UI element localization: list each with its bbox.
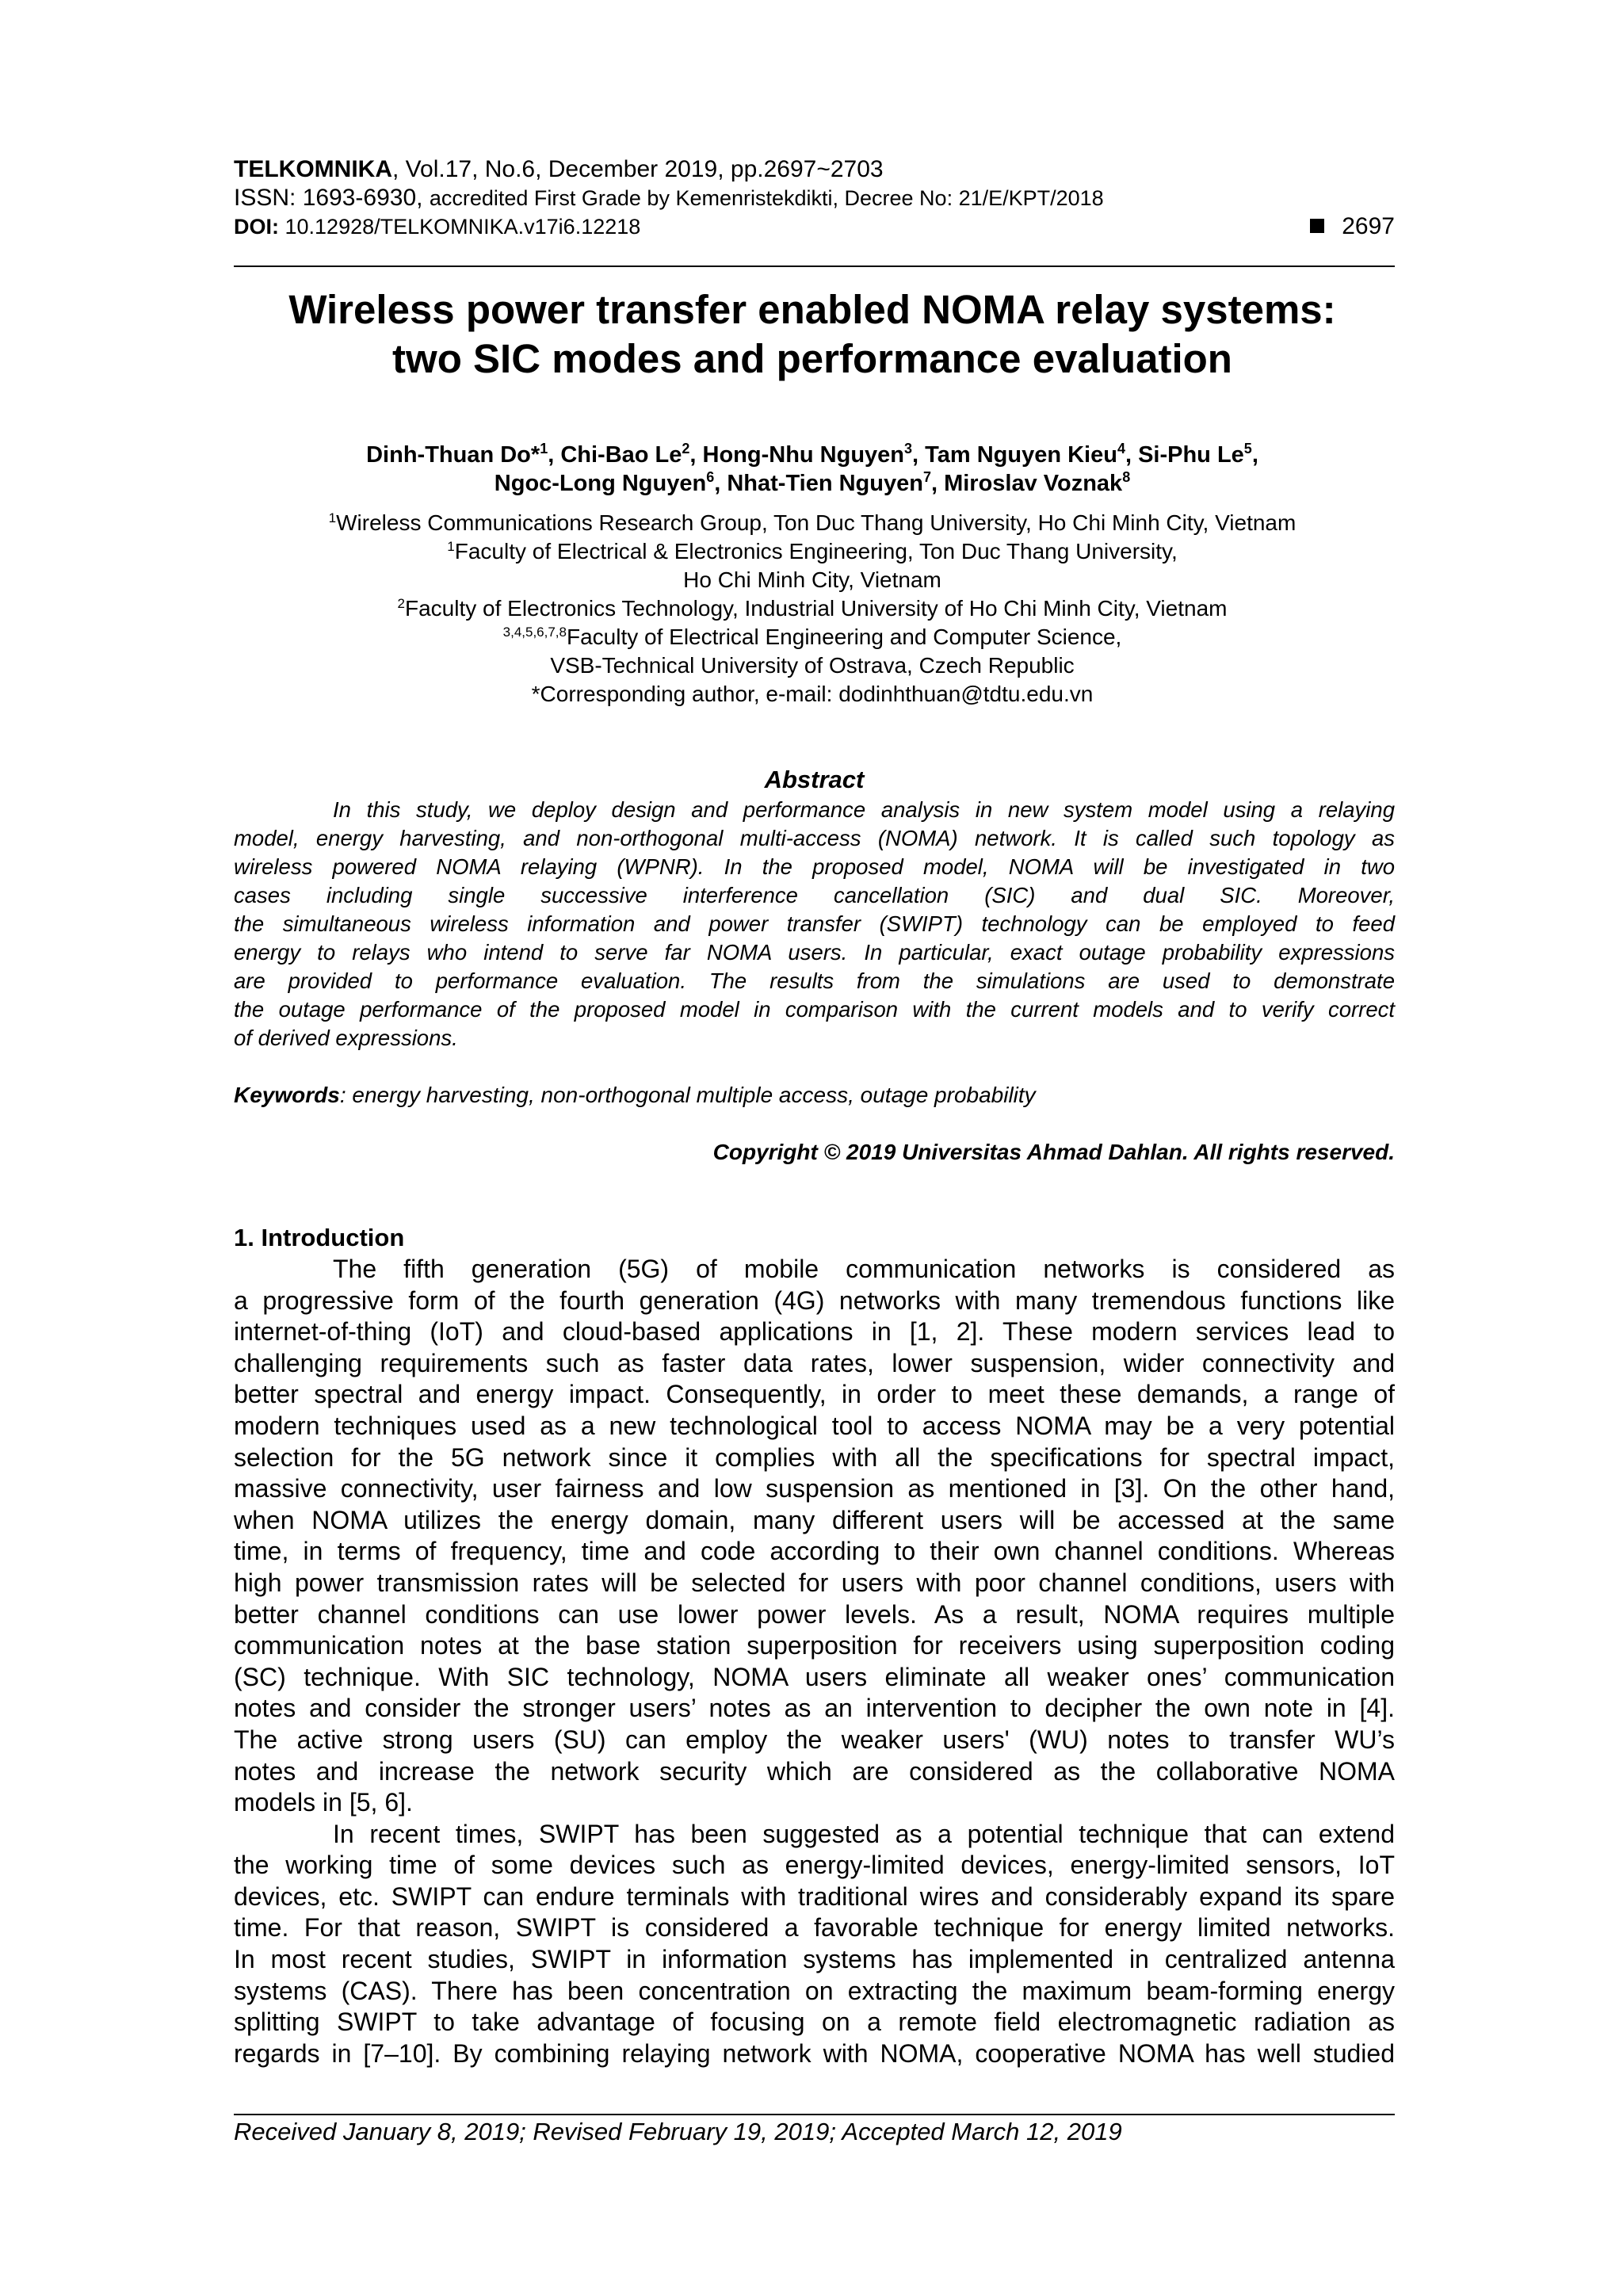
affiliations: [182, 509, 1442, 709]
body-line: The fifth generation (5G) of mobile communication networks is considered as: [333, 1255, 1395, 1283]
body-line: devices, etc. SWIPT can endure terminals with traditional wires and considerably expand its spare: [234, 1881, 1395, 1911]
introduction-body: [234, 1254, 1395, 2069]
body-line: In recent times, SWIPT has been suggested as a potential technique that can extend: [333, 1819, 1395, 1848]
copyright-notice: Copyright © 2019 Universitas Ahmad Dahlan. All rights reserved.: [712, 1140, 1395, 1164]
body-line: time, in terms of frequency, time and code according to their own channel conditions. Whereas: [234, 1537, 1395, 1566]
footer-divider: [234, 2114, 1395, 2115]
body-line: better spectral and energy impact. Consequently, in order to meet these demands, a range of: [234, 1380, 1395, 1409]
abstract-line: energy to relays who intend to serve far NOMA users. In particular, exact outage probability expressions: [234, 940, 1395, 965]
author-list: Dinh-Thuan Do*$^1$, Chi-Bao Le$^2$, Hong-Nhu Nguyen$^3$, Tam Nguyen Kieu$^4$, Si-Phu Le$^5$, Ngoc-Long Nguyen$^6$, Nhat-Tien Nguyen$^7$, Miroslav Voznak$^8$: [366, 441, 1258, 496]
body-line: systems (CAS). There has been concentration on extracting the maximum beam-forming energy: [234, 1976, 1395, 2005]
abstract-heading: Abstract: [764, 766, 865, 793]
doi-value[interactable]: 10.12928/TELKOMNIKA.v17i6.12218: [285, 215, 641, 239]
body-line: modern techniques used as a new technological tool to access NOMA may be a very potential: [234, 1411, 1395, 1440]
journal-name: TELKOMNIKA: [234, 156, 392, 182]
accreditation-text: accredited First Grade by Kemenristekdikti, Decree No: 21/E/KPT/2018: [429, 186, 1104, 210]
body-line: notes and consider the stronger users’ notes as an intervention to decipher the own note in [4].: [234, 1694, 1395, 1723]
body-line: (SC) technique. With SIC technology, NOMA users eliminate all weaker ones’ communication: [234, 1662, 1395, 1691]
journal-header: [234, 155, 1395, 241]
body-line: selection for the 5G network since it complies with all the specifications for spectral impact,: [234, 1442, 1395, 1472]
body-line: time. For that reason, SWIPT is considered a favorable technique for energy limited networks.: [234, 1913, 1395, 1943]
abstract-line: are provided to performance evaluation. The results from the simulations are used to demonstrate: [234, 968, 1395, 993]
affiliation-line: $^2$Faculty of Electronics Technology, Industrial University of Ho Chi Minh City, Vietnam: [397, 596, 1228, 621]
issn-label: ISSN: 1693-6930,: [234, 185, 430, 211]
keywords-label: Keywords: [234, 1083, 340, 1107]
journal-citation-line: [234, 155, 1395, 184]
body-line: challenging requirements such as faster data rates, lower suspension, wider connectivity and: [234, 1348, 1395, 1377]
affiliation-line: $^{3,4,5,6,7,8}$Faculty of Electrical Engineering and Computer Science,: [502, 625, 1122, 649]
body-line: regards in [7–10]. By combining relaying network with NOMA, cooperative NOMA has well studied: [234, 2038, 1395, 2068]
body-line: better channel conditions can use lower power levels. As a result, NOMA requires multiple: [234, 1599, 1395, 1629]
corresponding-author: *Corresponding author, e-mail: dodinhthuan@tdtu.edu.vn: [531, 682, 1094, 706]
body-line: The active strong users (SU) can employ the weaker users' (WU) notes to transfer WU’s: [234, 1725, 1395, 1754]
body-line: high power transmission rates will be selected for users with poor channel conditions, users with: [234, 1568, 1395, 1597]
body-line: when NOMA utilizes the energy domain, many different users will be accessed at the same: [234, 1505, 1395, 1534]
body-line: splitting SWIPT to take advantage of focusing on a remote field electromagnetic radiation as: [234, 2008, 1395, 2037]
doi-line: [234, 212, 1395, 241]
received-dates: Received January 8, 2019; Revised February 19, 2019; Accepted March 12, 2019: [234, 2118, 1122, 2145]
abstract-line: of derived expressions.: [234, 1026, 458, 1050]
abstract-line: cases including single successive interference cancellation (SIC) and dual SIC. Moreover,: [234, 883, 1395, 907]
keywords-text: : energy harvesting, non-orthogonal multiple access, outage probability: [339, 1083, 1036, 1107]
abstract-line: the outage performance of the proposed model in comparison with the current models and to verify correct: [234, 997, 1395, 1022]
body-line: notes and increase the network security which are considered as the collaborative NOMA: [234, 1756, 1395, 1786]
affiliation-line: $^1$Faculty of Electrical & Electronics Engineering, Ton Duc Thang University,: [447, 539, 1178, 563]
body-line: massive connectivity, user fairness and low suspension as mentioned in [3]. On the other hand,: [234, 1474, 1395, 1503]
page-number: 2697: [1310, 212, 1395, 241]
body-line: communication notes at the base station superposition for receivers using superposition coding: [234, 1631, 1395, 1660]
square-bullet-icon: [1310, 219, 1324, 233]
body-line: a progressive form of the fourth generation (4G) networks with many tremendous functions like: [234, 1286, 1395, 1315]
journal-volume: , Vol.17, No.6, December 2019, pp.2697~2703: [391, 156, 884, 182]
body-line: the working time of some devices such as energy-limited devices, energy-limited sensors, IoT: [234, 1851, 1395, 1880]
body-line: In most recent studies, SWIPT in information systems has implemented in centralized antenna: [234, 1945, 1395, 1974]
affiliation-line: Ho Chi Minh City, Vietnam: [683, 567, 941, 592]
issn-line: [234, 184, 1395, 212]
doi-label: DOI:: [234, 215, 285, 239]
header-divider: [234, 266, 1395, 267]
abstract-line: wireless powered NOMA relaying (WPNR). In the proposed model, NOMA will be investigated in two: [234, 854, 1395, 879]
abstract-line: the simultaneous wireless information and power transfer (SWIPT) technology can be employed to feed: [234, 911, 1395, 936]
affiliation-line: VSB-Technical University of Ostrava, Czech Republic: [550, 653, 1075, 678]
abstract-line: model, energy harvesting, and non-orthogonal multi-access (NOMA) network. It is called such topology as: [234, 826, 1395, 850]
body-line: models in [5, 6].: [234, 1788, 413, 1817]
keywords: [234, 1081, 1395, 1110]
section-heading-introduction: 1. Introduction: [234, 1224, 405, 1251]
paper-title: Wireless power transfer enabled NOMA relay systems: two SIC modes and performance evaluation: [288, 287, 1336, 381]
abstract-line: In this study, we deploy design and performance analysis in new system model using a relaying: [333, 797, 1395, 822]
affiliation-line: $^1$Wireless Communications Research Group, Ton Duc Thang University, Ho Chi Minh City, Vietnam: [328, 510, 1296, 535]
body-line: internet-of-thing (IoT) and cloud-based applications in [1, 2]. These modern services lead to: [234, 1317, 1395, 1347]
abstract-body: [234, 796, 1395, 1052]
